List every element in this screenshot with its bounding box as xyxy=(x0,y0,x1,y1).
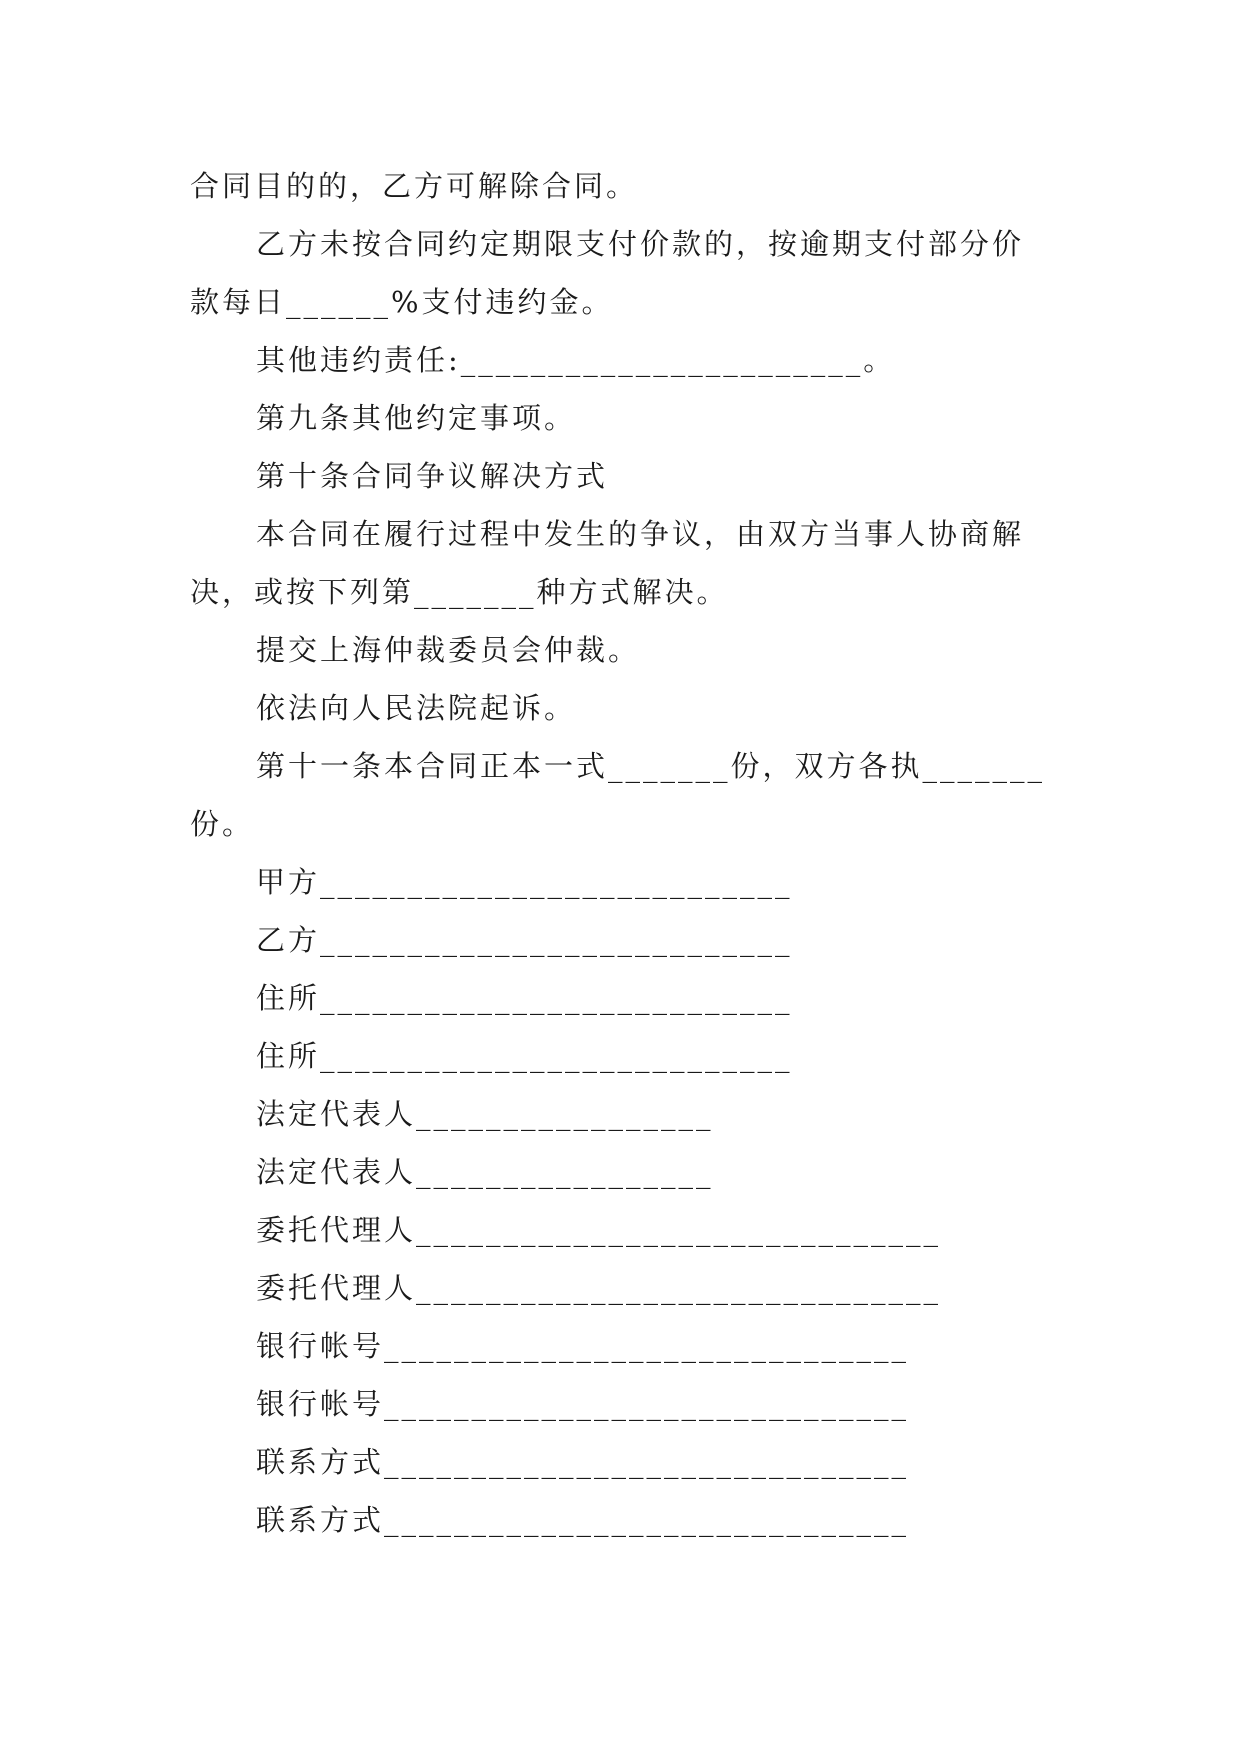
text-line: 乙方未按合同约定期限支付价款的，按逾期支付部分价 xyxy=(256,227,1025,261)
text-line: 提交上海仲裁委员会仲裁。 xyxy=(256,633,641,667)
section-heading: 第九条其他约定事项。 xyxy=(256,401,577,435)
section-heading: 第十一条本合同正本一式_______份，双方各执_______ xyxy=(256,749,1046,783)
signature-field: 银行帐号______________________________ xyxy=(256,1329,910,1363)
signature-field: 甲方___________________________ xyxy=(256,865,793,899)
text-line: 依法向人民法院起诉。 xyxy=(256,691,577,725)
text-line: 款每日______%支付违约金。 xyxy=(190,285,614,319)
document-body xyxy=(190,157,1058,1549)
signature-field: 委托代理人______________________________ xyxy=(256,1271,942,1305)
text-line: 本合同在履行过程中发生的争议，由双方当事人协商解 xyxy=(256,517,1025,551)
text-line: 其他违约责任:_______________________。 xyxy=(256,343,896,377)
section-heading: 第十条合同争议解决方式 xyxy=(256,459,609,493)
signature-field: 银行帐号______________________________ xyxy=(256,1387,910,1421)
text-line: 合同目的的，乙方可解除合同。 xyxy=(190,169,639,203)
text-line: 决，或按下列第_______种方式解决。 xyxy=(190,575,729,609)
signature-field: 法定代表人_________________ xyxy=(256,1155,714,1189)
text-line: 份。 xyxy=(190,807,255,841)
signature-field: 乙方___________________________ xyxy=(256,923,793,957)
signature-field: 住所___________________________ xyxy=(256,981,793,1015)
signature-field: 住所___________________________ xyxy=(256,1039,793,1073)
signature-field: 委托代理人______________________________ xyxy=(256,1213,942,1247)
signature-field: 联系方式______________________________ xyxy=(256,1445,910,1479)
signature-field: 法定代表人_________________ xyxy=(256,1097,714,1131)
signature-field: 联系方式______________________________ xyxy=(256,1503,910,1537)
